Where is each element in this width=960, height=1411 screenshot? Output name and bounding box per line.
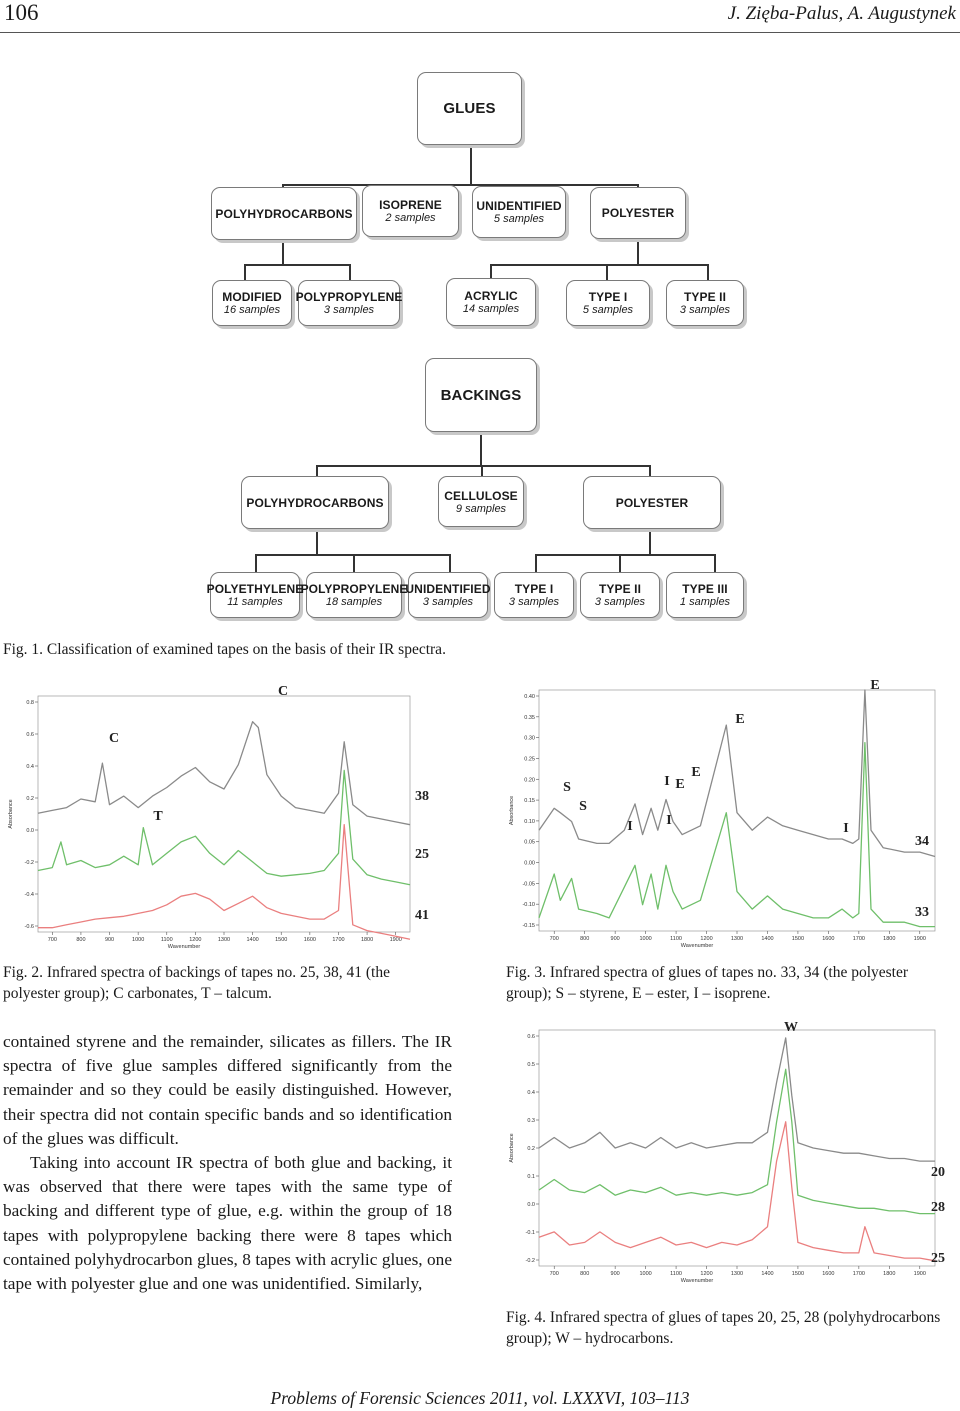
node-sample-count: 3 samples xyxy=(422,596,474,608)
node-sample-count: 3 samples xyxy=(323,304,375,316)
y-axis-label: Absorbance xyxy=(509,795,515,826)
peak-label: C xyxy=(108,731,120,746)
glue-unidentified-node xyxy=(472,186,566,238)
series-label: 28 xyxy=(931,1200,945,1215)
y-tick-label: 0.25 xyxy=(524,756,535,763)
fig2-caption: Fig. 2. Infrared spectra of backings of tapes no. 25, 38, 41 (the polyester group); C carbonates, T – talcum. xyxy=(3,964,390,1002)
x-axis-label: Wavenumber xyxy=(167,944,201,950)
series-label: 25 xyxy=(931,1251,945,1266)
backing-type-ii-node xyxy=(580,572,660,618)
series-label: 34 xyxy=(915,834,929,849)
plot-frame xyxy=(539,1030,935,1266)
y-tick-label: 0.8 xyxy=(26,700,34,706)
spectrum-line-38 xyxy=(38,722,410,825)
backing-type-iii-node xyxy=(666,572,744,618)
x-tick-label: 1100 xyxy=(670,936,682,942)
node-title: BACKINGS xyxy=(440,386,522,404)
y-tick-label: 0.15 xyxy=(524,798,535,805)
node-title: POLYPROPYLENE xyxy=(300,582,408,596)
backing-polyester-node xyxy=(583,476,721,529)
x-tick-label: 1000 xyxy=(639,936,652,942)
x-tick-label: 900 xyxy=(104,937,115,943)
node-title: ACRYLIC xyxy=(464,289,518,303)
y-tick-label: 0.2 xyxy=(26,796,34,802)
peak-label: T xyxy=(153,809,163,824)
x-tick-label: 1200 xyxy=(189,937,202,943)
x-tick-label: 1800 xyxy=(360,937,374,943)
peak-label: I xyxy=(666,813,672,828)
x-tick-label: 1700 xyxy=(852,1271,865,1277)
y-axis-label: Absorbance xyxy=(509,1133,515,1163)
x-tick-label: 1300 xyxy=(217,937,231,943)
header-rule xyxy=(0,32,960,33)
x-tick-label: 1200 xyxy=(700,936,713,942)
backing-polyhydrocarbons-node xyxy=(241,476,389,529)
glue-modified-node xyxy=(212,280,292,326)
x-axis-label: Wavenumber xyxy=(680,943,714,949)
y-tick-label: 0.40 xyxy=(524,694,535,700)
node-sample-count: 18 samples xyxy=(325,596,383,608)
y-tick-label: -0.2 xyxy=(24,860,34,866)
x-tick-label: 1900 xyxy=(913,936,926,942)
backing-unidentified-node xyxy=(405,572,491,618)
node-title: TYPE II xyxy=(683,290,727,304)
y-tick-label: 0.5 xyxy=(527,1062,535,1068)
spectrum-line-25 xyxy=(38,770,410,884)
series-label: 20 xyxy=(931,1165,945,1180)
x-tick-label: 1400 xyxy=(246,937,259,943)
peak-label: C xyxy=(277,684,289,699)
x-tick-label: 700 xyxy=(549,1271,559,1277)
x-tick-label: 700 xyxy=(549,936,559,942)
node-title: ISOPRENE xyxy=(379,198,442,212)
x-tick-label: 1000 xyxy=(132,937,145,943)
y-tick-label: 0.0 xyxy=(527,1202,535,1208)
peak-label: I xyxy=(627,819,633,834)
x-tick-label: 1700 xyxy=(852,936,865,942)
spectrum-line-20 xyxy=(539,1038,935,1161)
body-text-column xyxy=(3,1030,452,1296)
node-sample-count: 2 samples xyxy=(385,212,436,224)
spectrum-line-28 xyxy=(539,1069,935,1213)
x-tick-label: 1800 xyxy=(883,1271,896,1277)
peak-label: E xyxy=(735,712,745,727)
spectrum-line-41 xyxy=(38,825,410,940)
y-tick-label: 0.2 xyxy=(527,1146,535,1152)
node-title: POLYESTER xyxy=(601,206,675,220)
y-tick-label: -0.6 xyxy=(24,924,34,930)
peak-label: E xyxy=(675,777,685,792)
page-number: 106 xyxy=(4,0,39,25)
node-sample-count: 3 samples xyxy=(508,596,560,608)
x-tick-label: 1100 xyxy=(160,937,173,943)
glue-type-ii-node xyxy=(666,280,744,326)
fig3-glues-spectra-chart xyxy=(503,676,958,951)
node-title: POLYHYDROCARBONS xyxy=(215,206,353,221)
fig1-caption: Fig. 1. Classification of examined tapes on the basis of their IR spectra. xyxy=(3,641,446,658)
x-tick-label: 1900 xyxy=(389,937,402,943)
node-sample-count: 3 samples xyxy=(679,304,731,316)
x-tick-label: 700 xyxy=(47,937,57,943)
y-tick-label: 0.1 xyxy=(527,1174,535,1180)
body-paragraph: contained styrene and the remainder, silicates as fillers. The IR spectra of five glue samples differed significantly from the remainder and so they could be easily distinguished. However, their spectra did not contain specific bands and so identification of the glues was difficult. xyxy=(3,1032,452,1148)
glues-root-box xyxy=(417,72,522,145)
glue-polyhydrocarbons-node xyxy=(211,187,357,240)
node-sample-count: 14 samples xyxy=(462,303,520,315)
x-tick-label: 1300 xyxy=(730,936,744,942)
series-label: 38 xyxy=(415,789,429,804)
x-tick-label: 1400 xyxy=(761,936,774,942)
backings-root-box xyxy=(425,358,537,432)
node-sample-count: 5 samples xyxy=(493,213,545,225)
x-tick-label: 900 xyxy=(610,1271,620,1277)
plot-frame xyxy=(38,696,410,932)
x-tick-label: 1700 xyxy=(332,937,345,943)
y-tick-label: -0.10 xyxy=(522,902,535,909)
peak-label: W xyxy=(784,1020,798,1035)
fig4-glues-spectra-chart xyxy=(503,1018,958,1290)
peak-label: S xyxy=(563,780,571,795)
peak-label: I xyxy=(664,774,670,789)
x-tick-label: 800 xyxy=(76,937,86,943)
y-tick-label: -0.4 xyxy=(24,892,34,898)
x-tick-label: 1400 xyxy=(761,1271,774,1277)
y-tick-label: 0.6 xyxy=(26,732,34,738)
x-tick-label: 1800 xyxy=(883,936,896,942)
y-tick-label: 0.10 xyxy=(524,818,535,825)
fig2-backings-spectra-chart xyxy=(0,680,452,952)
node-title: UNIDENTIFIED xyxy=(405,582,491,596)
y-tick-label: 0.00 xyxy=(524,860,535,867)
backing-cellulose-node xyxy=(438,476,524,527)
y-tick-label: 0.35 xyxy=(524,714,535,721)
x-tick-label: 1500 xyxy=(275,937,288,943)
journal-footer: Problems of Forensic Sciences 2011, vol. LXXXVI, 103–113 xyxy=(270,1388,690,1408)
body-paragraph: Taking into account IR spectra of both glue and backing, it was observed that there were tapes with the same type of backing and different type of glue, e.g. within the group of 18 tapes with polypropylene backing there were 8 tapes which contained polyhydrocarbon glues, 8 tapes with acrylic glues, one tape with polyester glue and one was unidentified. Similarly, xyxy=(3,1153,452,1294)
series-label: 41 xyxy=(415,908,429,923)
x-tick-label: 800 xyxy=(580,1271,590,1277)
node-title: POLYPROPYLENE xyxy=(295,290,403,304)
x-tick-label: 1900 xyxy=(913,1271,926,1277)
x-tick-label: 1500 xyxy=(791,936,805,942)
node-sample-count: 1 samples xyxy=(679,596,731,608)
y-tick-label: -0.2 xyxy=(525,1258,535,1264)
backing-polypropylene-node xyxy=(300,572,408,618)
glue-polypropylene-node xyxy=(295,280,403,326)
y-tick-label: 0.6 xyxy=(527,1034,535,1040)
backing-type-i-node xyxy=(494,572,574,618)
node-sample-count: 16 samples xyxy=(223,304,281,316)
y-tick-label: 0.30 xyxy=(524,735,535,742)
node-title: TYPE II xyxy=(598,582,642,596)
x-tick-label: 1600 xyxy=(822,1271,835,1277)
node-title: GLUES xyxy=(443,100,496,117)
node-sample-count: 9 samples xyxy=(455,502,507,515)
peak-label: I xyxy=(843,821,849,836)
node-title: POLYHYDROCARBONS xyxy=(246,495,384,510)
series-label: 25 xyxy=(415,847,429,862)
y-axis-label: Absorbance xyxy=(8,799,14,829)
y-tick-label: -0.1 xyxy=(525,1230,535,1236)
x-tick-label: 1600 xyxy=(303,937,316,943)
series-label: 33 xyxy=(915,905,929,920)
y-tick-label: 0.4 xyxy=(527,1090,535,1096)
node-title: POLYETHYLENE xyxy=(206,582,304,596)
peak-label: E xyxy=(870,678,880,693)
glue-isoprene-node xyxy=(362,185,459,237)
spectrum-line-33 xyxy=(539,743,935,927)
glue-polyester-node xyxy=(590,187,686,239)
y-tick-label: 0.20 xyxy=(524,777,535,784)
y-tick-label: 0.4 xyxy=(26,764,34,770)
y-tick-label: 0.0 xyxy=(26,828,34,834)
x-tick-label: 1200 xyxy=(700,1271,713,1277)
glue-type-i-node xyxy=(566,280,650,326)
fig3-caption: Fig. 3. Infrared spectra of glues of tapes no. 33, 34 (the polyester group); S – styrene, E – ester, I – isoprene. xyxy=(506,964,909,1002)
y-tick-label: 0.05 xyxy=(524,839,535,846)
node-title: TYPE I xyxy=(514,582,554,596)
x-tick-label: 1300 xyxy=(730,1271,744,1277)
backing-polyethylene-node xyxy=(206,572,304,618)
x-tick-label: 1000 xyxy=(639,1271,652,1277)
node-title: TYPE III xyxy=(682,582,728,596)
node-title: CELLULOSE xyxy=(444,488,518,503)
x-tick-label: 1500 xyxy=(791,1271,805,1277)
x-tick-label: 1600 xyxy=(822,936,835,942)
x-tick-label: 800 xyxy=(580,936,590,942)
fig4-caption: Fig. 4. Infrared spectra of glues of tapes 20, 25, 28 (polyhydrocarbons group); W – hydrocarbons. xyxy=(506,1309,941,1347)
glue-acrylic-node xyxy=(446,278,536,326)
node-sample-count: 3 samples xyxy=(594,596,646,608)
y-tick-label: -0.05 xyxy=(522,881,535,888)
node-title: MODIFIED xyxy=(222,290,282,304)
node-title: TYPE I xyxy=(588,290,628,304)
y-tick-label: 0.3 xyxy=(527,1118,535,1124)
node-sample-count: 5 samples xyxy=(582,304,634,316)
node-title: POLYESTER xyxy=(615,495,689,510)
y-tick-label: -0.15 xyxy=(522,923,535,929)
node-title: UNIDENTIFIED xyxy=(476,199,562,213)
x-axis-label: Wavenumber xyxy=(680,1278,714,1284)
x-tick-label: 1100 xyxy=(670,1271,682,1277)
node-sample-count: 11 samples xyxy=(227,596,283,608)
running-header-authors: J. Zięba-Palus, A. Augustynek xyxy=(727,3,956,24)
peak-label: S xyxy=(579,799,587,814)
peak-label: E xyxy=(691,765,701,780)
x-tick-label: 900 xyxy=(610,936,620,942)
